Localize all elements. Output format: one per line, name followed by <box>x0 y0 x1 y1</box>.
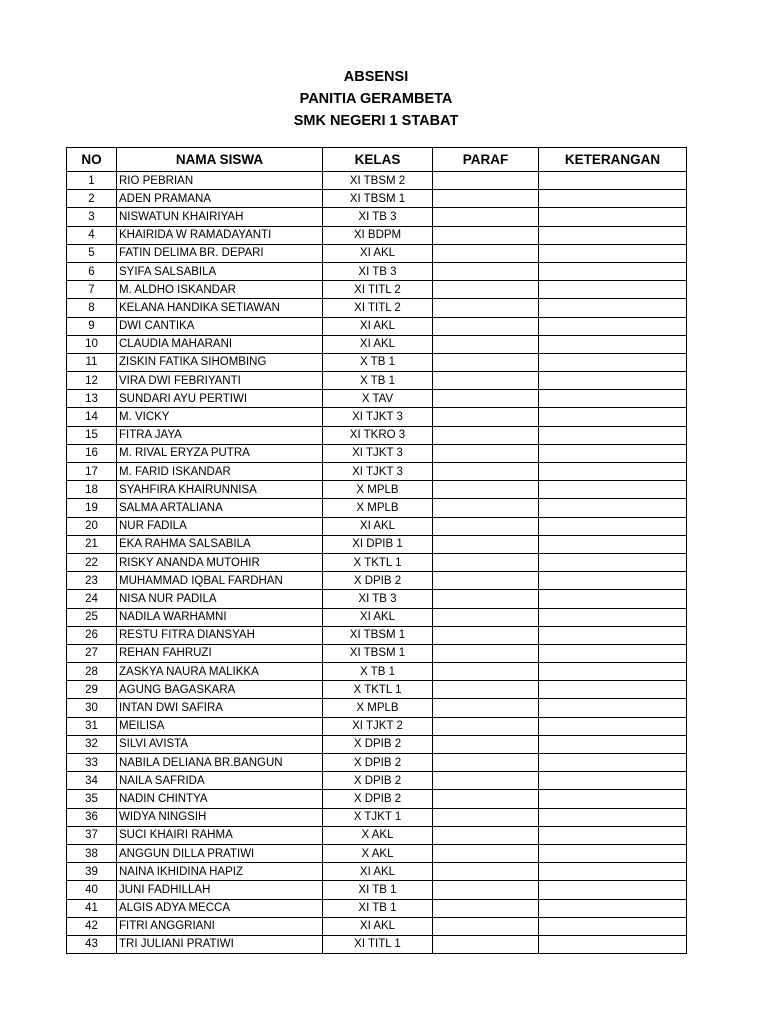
row-keterangan-cell[interactable] <box>539 172 687 190</box>
row-nama-siswa: M. VICKY <box>117 408 323 426</box>
row-no: 19 <box>67 499 117 517</box>
row-nama-siswa: RIO PEBRIAN <box>117 172 323 190</box>
title-panitia: PANITIA GERAMBETA <box>299 91 453 107</box>
row-keterangan-cell[interactable] <box>539 626 687 644</box>
table-row <box>67 299 687 317</box>
row-keterangan-cell[interactable] <box>539 335 687 353</box>
row-keterangan-cell[interactable] <box>539 608 687 626</box>
row-paraf-cell[interactable] <box>433 681 539 699</box>
row-paraf-cell[interactable] <box>433 535 539 553</box>
row-keterangan-cell[interactable] <box>539 499 687 517</box>
row-paraf-cell[interactable] <box>433 572 539 590</box>
row-kelas: X TKTL 1 <box>323 681 433 699</box>
row-keterangan-cell[interactable] <box>539 190 687 208</box>
row-nama-siswa: NABILA DELIANA BR.BANGUN <box>117 754 323 772</box>
row-no: 10 <box>67 335 117 353</box>
row-keterangan-cell[interactable] <box>539 372 687 390</box>
row-no: 5 <box>67 244 117 262</box>
row-paraf-cell[interactable] <box>433 244 539 262</box>
row-keterangan-cell[interactable] <box>539 281 687 299</box>
row-nama-siswa: ADEN PRAMANA <box>117 190 323 208</box>
row-keterangan-cell[interactable] <box>539 226 687 244</box>
header-paraf: PARAF <box>433 148 539 172</box>
row-paraf-cell[interactable] <box>433 863 539 881</box>
row-nama-siswa: KHAIRIDA W RAMADAYANTI <box>117 226 323 244</box>
row-no: 35 <box>67 790 117 808</box>
table-row <box>67 717 687 735</box>
row-paraf-cell[interactable] <box>433 426 539 444</box>
row-paraf-cell[interactable] <box>433 626 539 644</box>
row-paraf-cell[interactable] <box>433 608 539 626</box>
row-keterangan-cell[interactable] <box>539 826 687 844</box>
row-no: 26 <box>67 626 117 644</box>
row-keterangan-cell[interactable] <box>539 208 687 226</box>
row-kelas: XI TBSM 1 <box>323 644 433 662</box>
row-nama-siswa: NUR FADILA <box>117 517 323 535</box>
row-no: 3 <box>67 208 117 226</box>
row-nama-siswa: FITRA JAYA <box>117 426 323 444</box>
table-row <box>67 172 687 190</box>
attendance-table <box>66 147 687 954</box>
row-paraf-cell[interactable] <box>433 644 539 662</box>
table-row <box>67 626 687 644</box>
row-keterangan-cell[interactable] <box>539 899 687 917</box>
table-row <box>67 681 687 699</box>
row-nama-siswa: DWI CANTIKA <box>117 317 323 335</box>
row-paraf-cell[interactable] <box>433 299 539 317</box>
table-row <box>67 844 687 862</box>
row-paraf-cell[interactable] <box>433 790 539 808</box>
row-paraf-cell[interactable] <box>433 372 539 390</box>
row-no: 9 <box>67 317 117 335</box>
table-row <box>67 754 687 772</box>
row-paraf-cell[interactable] <box>433 281 539 299</box>
row-keterangan-cell[interactable] <box>539 917 687 935</box>
row-paraf-cell[interactable] <box>433 172 539 190</box>
row-kelas: XI TJKT 3 <box>323 408 433 426</box>
table-header <box>67 148 687 172</box>
row-keterangan-cell[interactable] <box>539 299 687 317</box>
row-no: 13 <box>67 390 117 408</box>
table-row <box>67 317 687 335</box>
row-nama-siswa: TRI JULIANI PRATIWI <box>117 935 323 953</box>
row-paraf-cell[interactable] <box>433 754 539 772</box>
row-paraf-cell[interactable] <box>433 590 539 608</box>
table-row <box>67 772 687 790</box>
table-row <box>67 463 687 481</box>
table-row <box>67 281 687 299</box>
row-no: 17 <box>67 463 117 481</box>
row-paraf-cell[interactable] <box>433 717 539 735</box>
row-keterangan-cell[interactable] <box>539 754 687 772</box>
table-row <box>67 408 687 426</box>
row-nama-siswa: REHAN FAHRUZI <box>117 644 323 662</box>
table-row <box>67 899 687 917</box>
row-keterangan-cell[interactable] <box>539 644 687 662</box>
row-keterangan-cell[interactable] <box>539 553 687 571</box>
row-nama-siswa: RESTU FITRA DIANSYAH <box>117 626 323 644</box>
table-row <box>67 244 687 262</box>
row-no: 12 <box>67 372 117 390</box>
row-keterangan-cell[interactable] <box>539 681 687 699</box>
row-keterangan-cell[interactable] <box>539 590 687 608</box>
table-row <box>67 608 687 626</box>
row-paraf-cell[interactable] <box>433 881 539 899</box>
row-kelas: XI TB 3 <box>323 262 433 280</box>
row-nama-siswa: INTAN DWI SAFIRA <box>117 699 323 717</box>
table-row <box>67 426 687 444</box>
row-paraf-cell[interactable] <box>433 735 539 753</box>
row-no: 29 <box>67 681 117 699</box>
row-kelas: XI TITL 2 <box>323 281 433 299</box>
row-no: 43 <box>67 935 117 953</box>
table-row <box>67 517 687 535</box>
table-row <box>67 390 687 408</box>
table-row <box>67 353 687 371</box>
row-kelas: XI TBSM 1 <box>323 626 433 644</box>
row-no: 21 <box>67 535 117 553</box>
row-kelas: XI TB 1 <box>323 899 433 917</box>
row-nama-siswa: ANGGUN DILLA PRATIWI <box>117 844 323 862</box>
table-row <box>67 226 687 244</box>
row-no: 11 <box>67 353 117 371</box>
row-keterangan-cell[interactable] <box>539 481 687 499</box>
row-keterangan-cell[interactable] <box>539 772 687 790</box>
row-keterangan-cell[interactable] <box>539 863 687 881</box>
row-kelas: X DPIB 2 <box>323 790 433 808</box>
row-keterangan-cell[interactable] <box>539 572 687 590</box>
row-nama-siswa: NADILA WARHAMNI <box>117 608 323 626</box>
row-kelas: XI TBSM 2 <box>323 172 433 190</box>
row-nama-siswa: M. RIVAL ERYZA PUTRA <box>117 444 323 462</box>
row-kelas: X TB 1 <box>323 353 433 371</box>
row-keterangan-cell[interactable] <box>539 463 687 481</box>
table-row <box>67 481 687 499</box>
table-row <box>67 335 687 353</box>
row-paraf-cell[interactable] <box>433 844 539 862</box>
row-no: 22 <box>67 553 117 571</box>
row-keterangan-cell[interactable] <box>539 353 687 371</box>
row-kelas: XI TB 3 <box>323 208 433 226</box>
row-kelas: XI TITL 2 <box>323 299 433 317</box>
row-nama-siswa: MEILISA <box>117 717 323 735</box>
row-paraf-cell[interactable] <box>433 899 539 917</box>
row-nama-siswa: FITRI ANGGRIANI <box>117 917 323 935</box>
row-paraf-cell[interactable] <box>433 262 539 280</box>
row-kelas: XI TJKT 3 <box>323 463 433 481</box>
table-row <box>67 262 687 280</box>
row-kelas: X TKTL 1 <box>323 553 433 571</box>
header-no: NO <box>67 148 117 172</box>
row-kelas: X MPLB <box>323 699 433 717</box>
row-nama-siswa: SYAHFIRA KHAIRUNNISA <box>117 481 323 499</box>
row-kelas: X TAV <box>323 390 433 408</box>
row-nama-siswa: ZISKIN FATIKA SIHOMBING <box>117 353 323 371</box>
row-no: 42 <box>67 917 117 935</box>
row-no: 4 <box>67 226 117 244</box>
table-row <box>67 190 687 208</box>
header-nama-siswa: NAMA SISWA <box>117 148 323 172</box>
row-keterangan-cell[interactable] <box>539 881 687 899</box>
row-no: 38 <box>67 844 117 862</box>
row-no: 27 <box>67 644 117 662</box>
row-keterangan-cell[interactable] <box>539 317 687 335</box>
row-no: 7 <box>67 281 117 299</box>
row-no: 37 <box>67 826 117 844</box>
row-kelas: X MPLB <box>323 481 433 499</box>
row-keterangan-cell[interactable] <box>539 844 687 862</box>
row-paraf-cell[interactable] <box>433 353 539 371</box>
table-row <box>67 535 687 553</box>
row-paraf-cell[interactable] <box>433 699 539 717</box>
row-kelas: X TJKT 1 <box>323 808 433 826</box>
table-row <box>67 208 687 226</box>
title-absensi: ABSENSI <box>343 69 409 85</box>
header-keterangan: KETERANGAN <box>539 148 687 172</box>
row-no: 6 <box>67 262 117 280</box>
row-kelas: XI AKL <box>323 517 433 535</box>
row-paraf-cell[interactable] <box>433 226 539 244</box>
row-keterangan-cell[interactable] <box>539 262 687 280</box>
table-row <box>67 372 687 390</box>
table-row <box>67 826 687 844</box>
row-paraf-cell[interactable] <box>433 208 539 226</box>
row-nama-siswa: AGUNG BAGASKARA <box>117 681 323 699</box>
table-row <box>67 881 687 899</box>
row-kelas: X MPLB <box>323 499 433 517</box>
row-keterangan-cell[interactable] <box>539 808 687 826</box>
row-kelas: XI AKL <box>323 917 433 935</box>
row-no: 34 <box>67 772 117 790</box>
row-no: 25 <box>67 608 117 626</box>
row-no: 30 <box>67 699 117 717</box>
row-nama-siswa: NAILA SAFRIDA <box>117 772 323 790</box>
row-paraf-cell[interactable] <box>433 917 539 935</box>
row-nama-siswa: MUHAMMAD IQBAL FARDHAN <box>117 572 323 590</box>
row-no: 28 <box>67 663 117 681</box>
row-keterangan-cell[interactable] <box>539 426 687 444</box>
row-no: 8 <box>67 299 117 317</box>
row-keterangan-cell[interactable] <box>539 444 687 462</box>
row-keterangan-cell[interactable] <box>539 699 687 717</box>
row-kelas: XI AKL <box>323 863 433 881</box>
row-kelas: X TB 1 <box>323 372 433 390</box>
row-keterangan-cell[interactable] <box>539 244 687 262</box>
row-nama-siswa: KELANA HANDIKA SETIAWAN <box>117 299 323 317</box>
row-nama-siswa: M. FARID ISKANDAR <box>117 463 323 481</box>
row-no: 1 <box>67 172 117 190</box>
row-kelas: XI TKRO 3 <box>323 426 433 444</box>
row-no: 16 <box>67 444 117 462</box>
row-nama-siswa: JUNI FADHILLAH <box>117 881 323 899</box>
table-row <box>67 553 687 571</box>
row-nama-siswa: VIRA DWI FEBRIYANTI <box>117 372 323 390</box>
row-kelas: XI BDPM <box>323 226 433 244</box>
row-no: 40 <box>67 881 117 899</box>
table-body <box>67 172 687 954</box>
table-row <box>67 790 687 808</box>
row-keterangan-cell[interactable] <box>539 790 687 808</box>
header-row <box>67 148 687 172</box>
table-row <box>67 917 687 935</box>
table-row <box>67 863 687 881</box>
table-row <box>67 735 687 753</box>
row-kelas: XI TITL 1 <box>323 935 433 953</box>
row-paraf-cell[interactable] <box>433 499 539 517</box>
row-paraf-cell[interactable] <box>433 826 539 844</box>
row-kelas: XI TJKT 2 <box>323 717 433 735</box>
header-kelas: KELAS <box>323 148 433 172</box>
table-row <box>67 808 687 826</box>
row-nama-siswa: SUCI KHAIRI RAHMA <box>117 826 323 844</box>
row-keterangan-cell[interactable] <box>539 717 687 735</box>
row-kelas: XI TB 3 <box>323 590 433 608</box>
row-kelas: XI TB 1 <box>323 881 433 899</box>
row-kelas: X DPIB 2 <box>323 735 433 753</box>
row-nama-siswa: SYIFA SALSABILA <box>117 262 323 280</box>
row-no: 24 <box>67 590 117 608</box>
row-paraf-cell[interactable] <box>433 317 539 335</box>
row-keterangan-cell[interactable] <box>539 535 687 553</box>
row-paraf-cell[interactable] <box>433 553 539 571</box>
table-row <box>67 499 687 517</box>
row-keterangan-cell[interactable] <box>539 390 687 408</box>
row-nama-siswa: SALMA ARTALIANA <box>117 499 323 517</box>
row-nama-siswa: ALGIS ADYA MECCA <box>117 899 323 917</box>
row-nama-siswa: CLAUDIA MAHARANI <box>117 335 323 353</box>
row-kelas: XI TJKT 3 <box>323 444 433 462</box>
row-nama-siswa: NADIN CHINTYA <box>117 790 323 808</box>
row-kelas: XI AKL <box>323 317 433 335</box>
row-nama-siswa: NISA NUR PADILA <box>117 590 323 608</box>
row-no: 32 <box>67 735 117 753</box>
row-nama-siswa: NAINA IKHIDINA HAPIZ <box>117 863 323 881</box>
table-row <box>67 590 687 608</box>
row-paraf-cell[interactable] <box>433 444 539 462</box>
row-kelas: X AKL <box>323 826 433 844</box>
row-nama-siswa: RISKY ANANDA MUTOHIR <box>117 553 323 571</box>
row-no: 2 <box>67 190 117 208</box>
table-row <box>67 444 687 462</box>
row-nama-siswa: SUNDARI AYU PERTIWI <box>117 390 323 408</box>
row-kelas: XI AKL <box>323 244 433 262</box>
row-paraf-cell[interactable] <box>433 463 539 481</box>
row-kelas: XI AKL <box>323 608 433 626</box>
row-kelas: X DPIB 2 <box>323 572 433 590</box>
row-nama-siswa: M. ALDHO ISKANDAR <box>117 281 323 299</box>
row-kelas: X AKL <box>323 844 433 862</box>
row-kelas: XI DPIB 1 <box>323 535 433 553</box>
table-row <box>67 935 687 953</box>
row-no: 41 <box>67 899 117 917</box>
row-no: 33 <box>67 754 117 772</box>
document-title <box>0 66 752 132</box>
table-row <box>67 699 687 717</box>
row-no: 14 <box>67 408 117 426</box>
row-paraf-cell[interactable] <box>433 663 539 681</box>
row-no: 31 <box>67 717 117 735</box>
row-paraf-cell[interactable] <box>433 390 539 408</box>
row-kelas: X DPIB 2 <box>323 772 433 790</box>
row-keterangan-cell[interactable] <box>539 663 687 681</box>
row-paraf-cell[interactable] <box>433 808 539 826</box>
row-paraf-cell[interactable] <box>433 481 539 499</box>
row-keterangan-cell[interactable] <box>539 408 687 426</box>
row-paraf-cell[interactable] <box>433 335 539 353</box>
row-paraf-cell[interactable] <box>433 935 539 953</box>
row-nama-siswa: SILVI AVISTA <box>117 735 323 753</box>
row-kelas: XI TBSM 1 <box>323 190 433 208</box>
row-no: 39 <box>67 863 117 881</box>
row-keterangan-cell[interactable] <box>539 735 687 753</box>
row-kelas: X TB 1 <box>323 663 433 681</box>
row-nama-siswa: ZASKYA NAURA MALIKKA <box>117 663 323 681</box>
row-nama-siswa: NISWATUN KHAIRIYAH <box>117 208 323 226</box>
row-kelas: XI AKL <box>323 335 433 353</box>
table-row <box>67 572 687 590</box>
row-nama-siswa: WIDYA NINGSIH <box>117 808 323 826</box>
row-nama-siswa: FATIN DELIMA BR. DEPARI <box>117 244 323 262</box>
row-no: 20 <box>67 517 117 535</box>
row-paraf-cell[interactable] <box>433 190 539 208</box>
table-row <box>67 663 687 681</box>
row-nama-siswa: EKA RAHMA SALSABILA <box>117 535 323 553</box>
row-paraf-cell[interactable] <box>433 408 539 426</box>
row-keterangan-cell[interactable] <box>539 935 687 953</box>
row-kelas: X DPIB 2 <box>323 754 433 772</box>
row-keterangan-cell[interactable] <box>539 517 687 535</box>
row-paraf-cell[interactable] <box>433 517 539 535</box>
row-paraf-cell[interactable] <box>433 772 539 790</box>
row-no: 18 <box>67 481 117 499</box>
title-school: SMK NEGERI 1 STABAT <box>293 113 459 129</box>
row-no: 23 <box>67 572 117 590</box>
row-no: 36 <box>67 808 117 826</box>
row-no: 15 <box>67 426 117 444</box>
table-row <box>67 644 687 662</box>
